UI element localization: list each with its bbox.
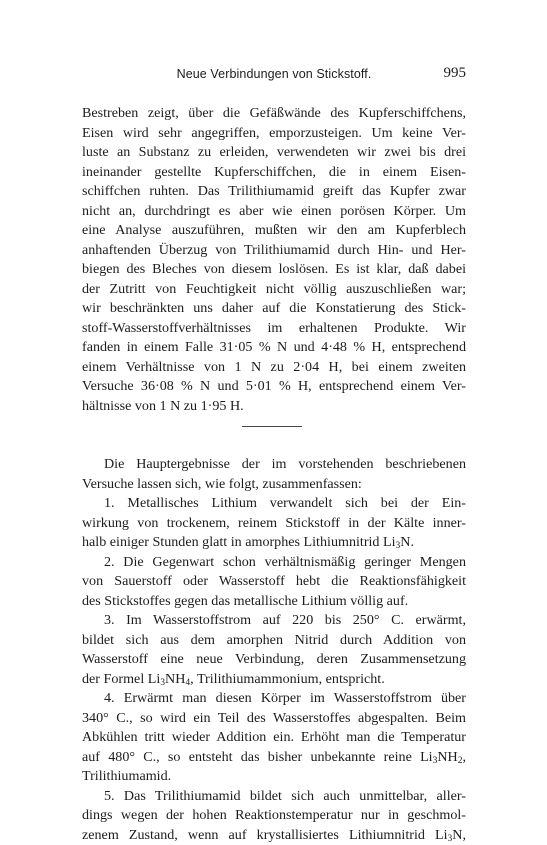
summary-intro (82, 455, 466, 494)
text-line: Bestreben zeigt, über die Gefäßwände des Kupferschiffchens, (82, 104, 466, 124)
summary-item-3 (82, 611, 466, 689)
text-line: 3. Im Wasserstoffstrom auf 220 bis 250° C. erwärmt, (82, 611, 466, 631)
page-number: 995 (444, 65, 467, 82)
text-line: biegen des Bleches von diesem loslösen. Es ist klar, daß dabei (82, 260, 466, 280)
chemical-formula: $Li_3N$. (383, 534, 414, 550)
text-line: Eisen wird sehr angegriffen, emporzusteigen. Um keine Ver- (82, 124, 466, 144)
running-head (82, 67, 466, 87)
paragraph-continuation (82, 104, 466, 416)
text-line: 2. Die Gegenwart schon verhältnismäßig geringer Mengen (82, 553, 466, 573)
text-line: auf 480° C., so entsteht das bisher unbekannte reine $Li_3NH_2$, (82, 748, 466, 768)
chemical-formula: $Li_3NH_4$ (148, 671, 190, 687)
text-line: Wasserstoff eine neue Verbindung, deren Zusammensetzung (82, 650, 466, 670)
summary-item-4 (82, 689, 466, 787)
text-line: Versuche lassen sich, wie folgt, zusammenfassen: (82, 475, 466, 495)
body-text (82, 104, 466, 845)
text-line: dings wegen der hohen Reaktionstemperatur nur in geschmol- (82, 806, 466, 826)
text-line: halb einiger Stunden glatt in amorphes Lithiumnitrid $Li_3N$. (82, 533, 466, 553)
text-line: des Stickstoffes gegen das metallische Lithium völlig auf. (82, 592, 466, 612)
text-line: 1. Metallisches Lithium verwandelt sich bei der Ein- (82, 494, 466, 514)
text-line: Abkühlen tritt wieder Addition ein. Erhöht man die Temperatur (82, 728, 466, 748)
text-line: Trilithiumamid. (82, 767, 466, 787)
text-line: der Zutritt von Feuchtigkeit nicht völlig auszuschließen war; (82, 280, 466, 300)
text-line: luste an Substanz zu erleiden, verwendeten wir zwei bis drei (82, 143, 466, 163)
text-line: eine Analyse auszuführen, mußten wir den am Kupferblech (82, 221, 466, 241)
summary-item-2 (82, 553, 466, 612)
text-line: ineinander gestellte Kupferschiffchen, die in einem Eisen- (82, 163, 466, 183)
text-line: stoff-Wasserstoffverhältnisses im erhaltenen Produkte. Wir (82, 319, 466, 339)
text-line: einem Verhältnisse von 1 N zu 2·04 H, bei einem zweiten (82, 358, 466, 378)
text-line: Versuche 36·08 % N und 5·01 % H, entsprechend einem Ver- (82, 377, 466, 397)
summary-item-5 (82, 787, 466, 845)
text-line: Die Hauptergebnisse der im vorstehenden beschriebenen (82, 455, 466, 475)
summary-item-1 (82, 494, 466, 553)
text-line: anhaftenden Überzug von Trilithiumamid durch Hin- und Her- (82, 241, 466, 261)
chemical-formula: $Li_3N$, (435, 827, 466, 843)
text-line: 340° C., so wird ein Teil des Wasserstoffes abgespalten. Beim (82, 709, 466, 729)
text-line: von Sauerstoff oder Wasserstoff hebt die Reaktionsfähigkeit (82, 572, 466, 592)
text-line: nicht an, durchdringt es aber wie einen porösen Körper. Um (82, 202, 466, 222)
text-line: zenem Zustand, wenn auf krystallisiertes Lithiumnitrid $Li_3N$, (82, 826, 466, 845)
text-line: der Formel $Li_3NH_4$, Trilithiumammonium, entspricht. (82, 670, 466, 690)
section-divider-area (82, 416, 466, 438)
text-line: schiffchen ruhten. Das Trilithiumamid greift das Kupfer zwar (82, 182, 466, 202)
text-line: bildet sich aus dem amorphen Nitrid durch Addition von (82, 631, 466, 651)
text-line: 4. Erwärmt man diesen Körper im Wasserstoffstrom über (82, 689, 466, 709)
text-line: fanden in einem Falle 31·05 % N und 4·48 % H, entsprechend (82, 338, 466, 358)
section-divider (242, 426, 302, 427)
text-line: 5. Das Trilithiumamid bildet sich auch unmittelbar, aller- (82, 787, 466, 807)
text-line: wir beschränkten uns daher auf die Konstatierung des Stick- (82, 299, 466, 319)
text-line: hältnisse von 1 N zu 1·95 H. (82, 397, 466, 417)
running-title: Neue Verbindungen von Stickstoff. (82, 67, 466, 81)
text-line: wirkung von trockenem, reinem Stickstoff in der Kälte inner- (82, 514, 466, 534)
chemical-formula: $Li_3NH_2$ (420, 749, 462, 765)
